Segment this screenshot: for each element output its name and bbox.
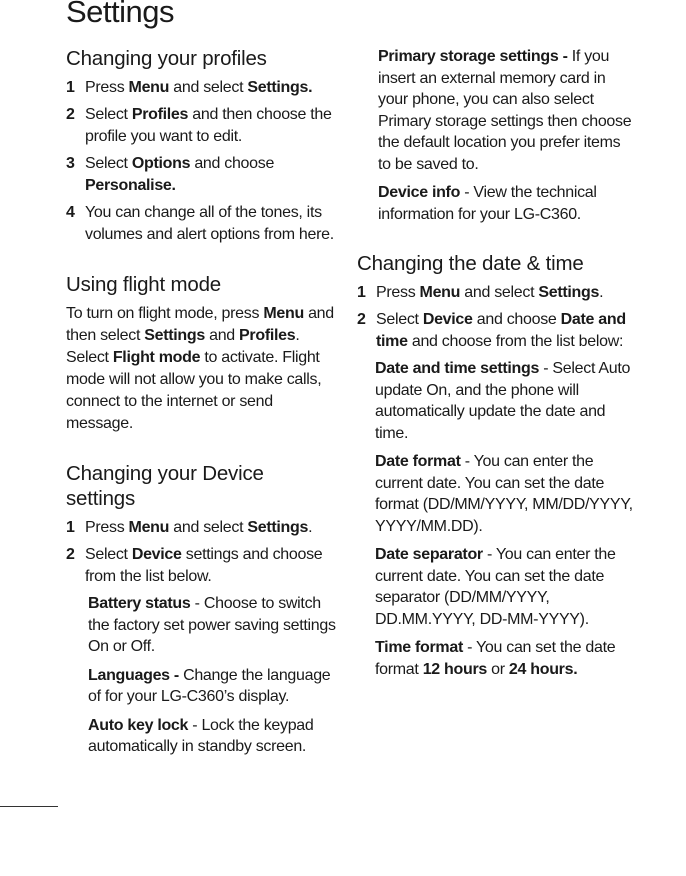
page-title: Settings: [66, 0, 175, 29]
section-date-time: [357, 251, 637, 680]
right-column: [357, 46, 637, 706]
step-item: [66, 202, 338, 246]
definition-item: Date format - You can enter the current date. You can set the date format (DD/MM/YYYY, MM/DD/YYYY, YYYY/MM.DD).: [375, 453, 633, 535]
step-text: You can change all of the tones, its volumes and alert options from here.: [85, 204, 334, 243]
step-item: [66, 544, 338, 588]
definition-item: Date separator - You can enter the current date. You can set the date separator (DD/MM/YYYY, DD.MM.YYYY, DD-MM-YYYY).: [375, 546, 616, 628]
step-item: [66, 153, 338, 197]
left-column: [66, 46, 338, 784]
step-number: 1: [66, 519, 75, 536]
definition-item: Languages - Change the language of for your LG-C360’s display.: [88, 666, 331, 705]
section-heading-date-time: Changing the date & time: [357, 252, 584, 275]
step-text: Select Options and choose Personalise.: [85, 155, 275, 194]
section-profiles: [66, 46, 338, 246]
step-item: [66, 77, 338, 99]
step-text: Select Device and choose Date and time and choose from the list below:: [376, 311, 626, 350]
definition-item: Time format - You can set the date format 12 hours or 24 hours.: [375, 639, 616, 678]
flight-mode-paragraph: To turn on flight mode, press Menu and then select Settings and Profiles. Select Flight mode to activate. Flight mode will not allow you to make calls, connect to the internet or send message.: [66, 305, 334, 432]
step-item: [357, 309, 637, 353]
step-text: Select Profiles and then choose the profile you want to edit.: [85, 106, 332, 145]
definition-item: Device info - View the technical information for your LG-C360.: [378, 184, 597, 223]
definition-item: Primary storage settings - If you insert an external memory card in your phone, you can also select Primary storage settings then choose the default location you prefer items to be saved to.: [378, 48, 632, 173]
section-heading-device-settings: Changing your Device settings: [66, 462, 264, 510]
section-flight-mode: [66, 272, 338, 435]
definition-item: Date and time settings - Select Auto update On, and the phone will automatically update the date and time.: [375, 360, 631, 442]
step-item: [357, 282, 637, 304]
section-heading-profiles: Changing your profiles: [66, 47, 267, 70]
step-item: [66, 517, 338, 539]
section-heading-flight-mode: Using flight mode: [66, 273, 221, 296]
step-text: Select Device settings and choose from the list below.: [85, 546, 323, 585]
step-number: 1: [66, 79, 75, 96]
step-text: Press Menu and select Settings.: [85, 519, 313, 536]
section-device-settings: [66, 461, 338, 758]
step-text: Press Menu and select Settings.: [376, 284, 604, 301]
step-number: 1: [357, 284, 366, 301]
step-item: [66, 104, 338, 148]
step-text: Press Menu and select Settings.: [85, 79, 313, 96]
step-number: 3: [66, 155, 75, 172]
step-number: 2: [357, 311, 366, 328]
step-number: 2: [66, 546, 75, 563]
definition-item: Auto key lock - Lock the keypad automatically in standby screen.: [88, 716, 314, 755]
step-number: 2: [66, 106, 75, 123]
footer-divider: [0, 806, 58, 807]
definition-item: Battery status - Choose to switch the factory set power saving settings On or Off.: [88, 595, 336, 655]
step-number: 4: [66, 204, 75, 221]
